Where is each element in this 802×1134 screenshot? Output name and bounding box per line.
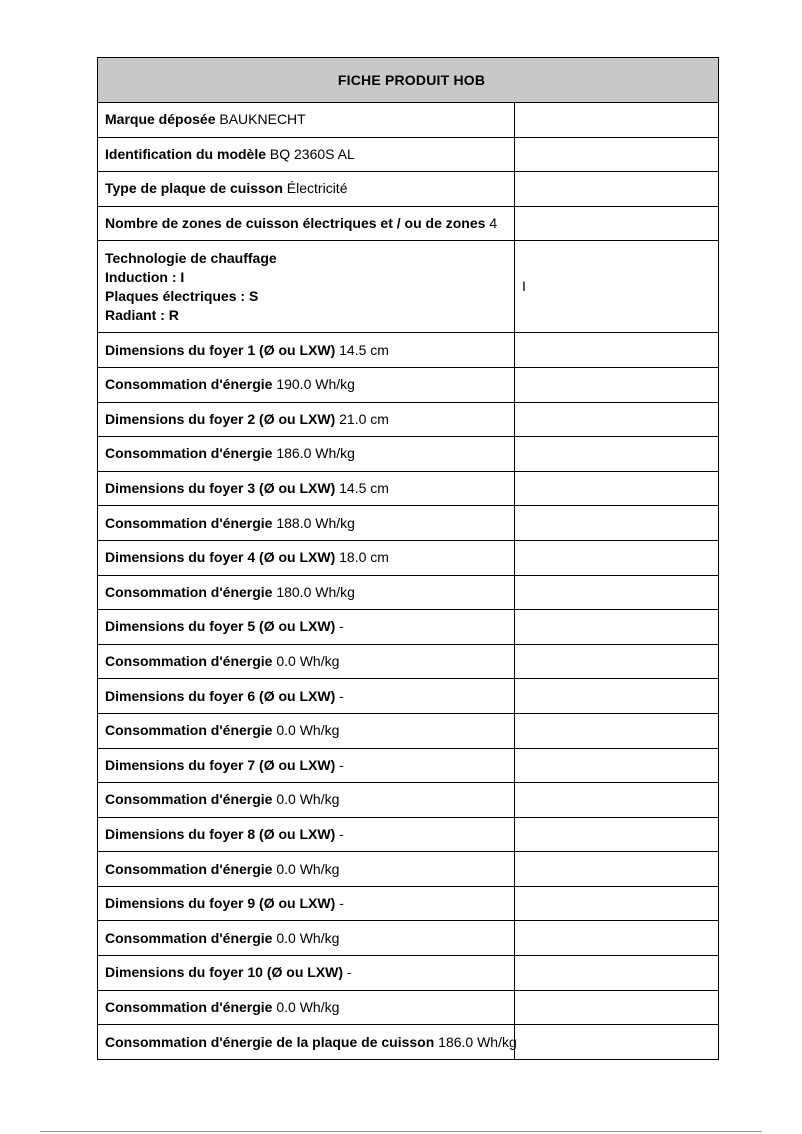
foyer-7-consumption-row-cell xyxy=(98,783,515,818)
foyer-6-dimensions-row-label: Dimensions du foyer 6 (Ø ou LXW) xyxy=(105,687,336,704)
foyer-10-consumption-row xyxy=(98,990,719,1025)
foyer-7-dimensions-row-label: Dimensions du foyer 7 (Ø ou LXW) xyxy=(105,756,336,773)
foyer-2-consumption-row xyxy=(98,437,719,472)
foyer-10-consumption-row-value: 0.0 Wh/kg xyxy=(276,998,340,1015)
model-cell xyxy=(98,137,515,172)
foyer-8-dimensions-row-value: - xyxy=(339,825,344,842)
foyer-4-consumption-row-label: Consommation d'énergie xyxy=(105,583,273,600)
foyer-1-dimensions-row-value: 14.5 cm xyxy=(339,341,389,358)
foyer-9-dimensions-row-label: Dimensions du foyer 9 (Ø ou LXW) xyxy=(105,895,336,912)
foyer-8-consumption-row-cell xyxy=(98,852,515,887)
foyer-8-dimensions-row-label: Dimensions du foyer 8 (Ø ou LXW) xyxy=(105,825,336,842)
foyer-8-dimensions-row-cell xyxy=(98,817,515,852)
foyer-7-dimensions-row-cell xyxy=(98,748,515,783)
foyer-2-consumption-row-extra-cell xyxy=(515,437,719,472)
brand-extra-cell xyxy=(515,103,719,138)
foyer-8-dimensions-row-extra-cell xyxy=(515,817,719,852)
foyer-4-consumption-row-extra-cell xyxy=(515,575,719,610)
foyer-1-dimensions-row xyxy=(98,333,719,368)
foyer-4-dimensions-row-extra-cell xyxy=(515,540,719,575)
foyer-2-dimensions-row-label: Dimensions du foyer 2 (Ø ou LXW) xyxy=(105,410,336,427)
foyer-6-consumption-row-label: Consommation d'énergie xyxy=(105,722,273,739)
foyer-3-dimensions-row xyxy=(98,471,719,506)
foyer-5-dimensions-row-label: Dimensions du foyer 5 (Ø ou LXW) xyxy=(105,618,336,635)
foyer-6-dimensions-row-extra-cell xyxy=(515,679,719,714)
foyer-2-dimensions-row-extra-cell xyxy=(515,402,719,437)
foyer-10-dimensions-row-cell xyxy=(98,956,515,991)
foyer-4-consumption-row xyxy=(98,575,719,610)
foyer-1-dimensions-row-cell xyxy=(98,333,515,368)
foyer-10-dimensions-row-extra-cell xyxy=(515,956,719,991)
model-value: BQ 2360S AL xyxy=(269,145,355,162)
foyer-2-dimensions-row-value: 21.0 cm xyxy=(339,410,389,427)
zones-extra-cell xyxy=(515,206,719,241)
product-sheet-table xyxy=(97,57,719,1060)
foyer-3-dimensions-row-extra-cell xyxy=(515,471,719,506)
model-row xyxy=(98,137,719,172)
foyer-8-consumption-row-label: Consommation d'énergie xyxy=(105,860,273,877)
foyer-9-consumption-row xyxy=(98,921,719,956)
brand-label: Marque déposée xyxy=(105,111,216,128)
total-consumption-row-value: 186.0 Wh/kg xyxy=(438,1033,517,1050)
foyer-7-dimensions-row-value: - xyxy=(339,756,344,773)
foyer-8-consumption-row-extra-cell xyxy=(515,852,719,887)
technology-radiant: Radiant : R xyxy=(105,306,179,323)
foyer-2-consumption-row-label: Consommation d'énergie xyxy=(105,445,273,462)
total-consumption-row-extra-cell xyxy=(515,1025,719,1060)
foyer-1-dimensions-row-extra-cell xyxy=(515,333,719,368)
foyer-5-dimensions-row-cell xyxy=(98,610,515,645)
foyer-7-dimensions-row-extra-cell xyxy=(515,748,719,783)
brand-cell xyxy=(98,103,515,138)
foyer-5-dimensions-row-extra-cell xyxy=(515,610,719,645)
sheet-title: FICHE PRODUIT HOB xyxy=(98,58,719,103)
foyer-1-consumption-row-label: Consommation d'énergie xyxy=(105,376,273,393)
zones-value: 4 xyxy=(489,215,498,232)
foyer-6-consumption-row xyxy=(98,713,719,748)
brand-value: BAUKNECHT xyxy=(219,111,306,128)
foyer-7-consumption-row-extra-cell xyxy=(515,783,719,818)
technology-row xyxy=(98,241,719,333)
hob-type-row xyxy=(98,172,719,207)
hob-type-cell xyxy=(98,172,515,207)
foyer-9-dimensions-row-value: - xyxy=(339,895,344,912)
foyer-3-consumption-row xyxy=(98,506,719,541)
zones-row xyxy=(98,206,719,241)
foyer-3-consumption-row-value: 188.0 Wh/kg xyxy=(276,514,355,531)
foyer-7-consumption-row-value: 0.0 Wh/kg xyxy=(276,791,340,808)
foyer-10-dimensions-row-value: - xyxy=(346,964,352,981)
foyer-5-consumption-row-label: Consommation d'énergie xyxy=(105,653,273,670)
foyer-3-consumption-row-extra-cell xyxy=(515,506,719,541)
foyer-1-consumption-row-value: 190.0 Wh/kg xyxy=(276,376,355,393)
foyer-9-consumption-row-extra-cell xyxy=(515,921,719,956)
foyer-9-consumption-row-cell xyxy=(98,921,515,956)
technology-cell xyxy=(98,241,515,333)
hob-type-value: Électricité xyxy=(286,180,348,197)
foyer-5-consumption-row-extra-cell xyxy=(515,644,719,679)
foyer-5-dimensions-row-value: - xyxy=(339,618,344,635)
foyer-10-dimensions-row-label: Dimensions du foyer 10 (Ø ou LXW) xyxy=(105,964,344,981)
foyer-6-dimensions-row xyxy=(98,679,719,714)
foyer-10-consumption-row-label: Consommation d'énergie xyxy=(105,998,273,1015)
model-extra-cell xyxy=(515,137,719,172)
foyer-8-dimensions-row xyxy=(98,817,719,852)
foyer-4-dimensions-row-label: Dimensions du foyer 4 (Ø ou LXW) xyxy=(105,549,336,566)
foyer-2-consumption-row-cell xyxy=(98,437,515,472)
foyer-9-dimensions-row-extra-cell xyxy=(515,886,719,921)
foyer-8-consumption-row xyxy=(98,852,719,887)
technology-heading: Technologie de chauffage xyxy=(105,249,277,266)
foyer-8-consumption-row-value: 0.0 Wh/kg xyxy=(276,860,340,877)
foyer-3-dimensions-row-cell xyxy=(98,471,515,506)
foyer-6-consumption-row-cell xyxy=(98,713,515,748)
foyer-2-consumption-row-value: 186.0 Wh/kg xyxy=(276,445,355,462)
foyer-5-dimensions-row xyxy=(98,610,719,645)
foyer-3-dimensions-row-value: 14.5 cm xyxy=(339,480,389,497)
foyer-9-consumption-row-label: Consommation d'énergie xyxy=(105,929,273,946)
total-consumption-row-cell xyxy=(98,1025,515,1060)
foyer-1-consumption-row-extra-cell xyxy=(515,367,719,402)
hob-type-extra-cell xyxy=(515,172,719,207)
foyer-9-dimensions-row xyxy=(98,886,719,921)
foyer-7-consumption-row-label: Consommation d'énergie xyxy=(105,791,273,808)
foyer-4-dimensions-row xyxy=(98,540,719,575)
foyer-9-dimensions-row-cell xyxy=(98,886,515,921)
foyer-4-dimensions-row-value: 18.0 cm xyxy=(339,549,389,566)
foyer-7-consumption-row xyxy=(98,783,719,818)
foyer-1-consumption-row xyxy=(98,367,719,402)
foyer-5-consumption-row xyxy=(98,644,719,679)
foyer-5-consumption-row-value: 0.0 Wh/kg xyxy=(276,653,340,670)
technology-value: I xyxy=(515,241,719,333)
foyer-3-dimensions-row-label: Dimensions du foyer 3 (Ø ou LXW) xyxy=(105,480,336,497)
zones-cell xyxy=(98,206,515,241)
foyer-4-dimensions-row-cell xyxy=(98,540,515,575)
zones-label: Nombre de zones de cuisson électriques et / ou de zones xyxy=(105,215,486,232)
foyer-6-consumption-row-value: 0.0 Wh/kg xyxy=(276,722,340,739)
foyer-10-consumption-row-extra-cell xyxy=(515,990,719,1025)
foyer-7-dimensions-row xyxy=(98,748,719,783)
foyer-3-consumption-row-cell xyxy=(98,506,515,541)
foyer-6-consumption-row-extra-cell xyxy=(515,713,719,748)
foyer-10-dimensions-row xyxy=(98,956,719,991)
foyer-6-dimensions-row-value: - xyxy=(339,687,344,704)
foyer-2-dimensions-row xyxy=(98,402,719,437)
foyer-6-dimensions-row-cell xyxy=(98,679,515,714)
total-consumption-row-label: Consommation d'énergie de la plaque de cuisson xyxy=(105,1033,435,1050)
technology-electric-plates: Plaques électriques : S xyxy=(105,287,259,304)
foyer-1-consumption-row-cell xyxy=(98,367,515,402)
foyer-5-consumption-row-cell xyxy=(98,644,515,679)
foyer-10-consumption-row-cell xyxy=(98,990,515,1025)
foyer-9-consumption-row-value: 0.0 Wh/kg xyxy=(276,929,340,946)
hob-type-label: Type de plaque de cuisson xyxy=(105,180,283,197)
technology-induction: Induction : I xyxy=(105,268,185,285)
foyer-2-dimensions-row-cell xyxy=(98,402,515,437)
model-label: Identification du modèle xyxy=(105,145,267,162)
brand-row xyxy=(98,103,719,138)
page-footer-rule xyxy=(40,1131,762,1132)
foyer-4-consumption-row-value: 180.0 Wh/kg xyxy=(276,583,355,600)
foyer-3-consumption-row-label: Consommation d'énergie xyxy=(105,514,273,531)
total-consumption-row xyxy=(98,1025,719,1060)
foyer-4-consumption-row-cell xyxy=(98,575,515,610)
foyer-1-dimensions-row-label: Dimensions du foyer 1 (Ø ou LXW) xyxy=(105,341,336,358)
